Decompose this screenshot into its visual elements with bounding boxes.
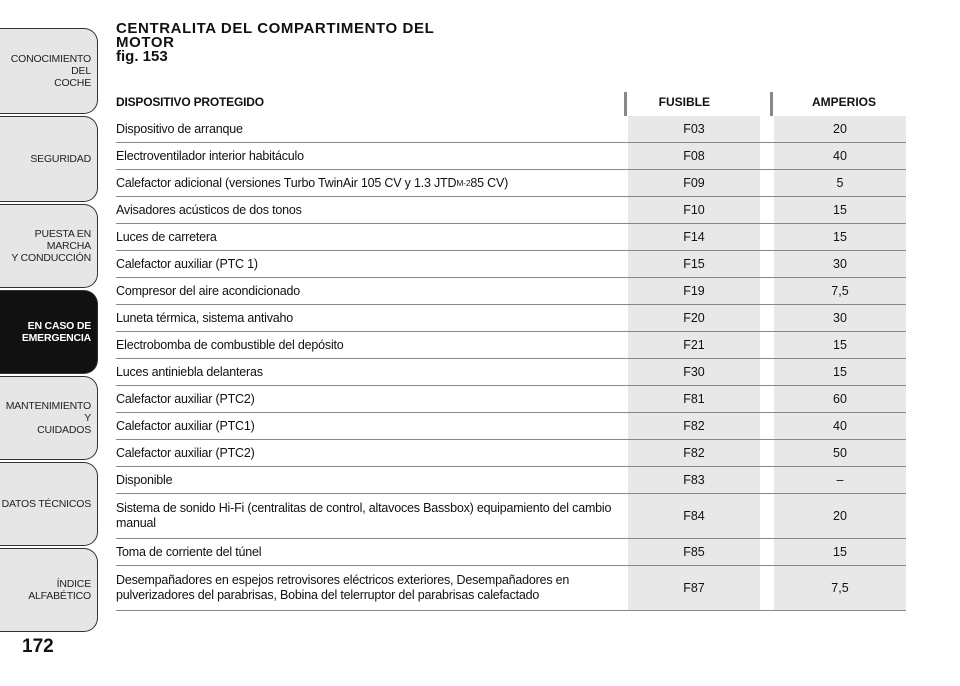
device-cell: Dispositivo de arranque	[116, 121, 243, 136]
amps-cell: 40	[774, 413, 906, 439]
device-cell: Calefactor auxiliar (PTC 1)	[116, 256, 258, 271]
device-cell	[116, 566, 622, 610]
amps-cell: 15	[774, 359, 906, 385]
table-row	[116, 566, 906, 611]
table-row	[116, 359, 906, 386]
amps-cell: 30	[774, 305, 906, 331]
heading-line-2: MOTOR	[116, 34, 175, 51]
amps-cell: 60	[774, 386, 906, 412]
chapter-sidebar	[0, 0, 100, 640]
fuse-cell: F10	[628, 197, 760, 223]
tab-label-line: SEGURIDAD	[30, 153, 91, 165]
amps-cell: –	[774, 467, 906, 493]
device-text: 85 CV)	[470, 175, 509, 190]
fuse-cell: F03	[628, 116, 760, 142]
device-cell: Compresor del aire acondicionado	[116, 283, 300, 298]
amps-cell: 20	[774, 116, 906, 142]
amps-cell: 40	[774, 143, 906, 169]
table-row	[116, 143, 906, 170]
device-text: Calefactor adicional (versiones Turbo TwinAir 105 CV y 1.3 JTD	[116, 175, 457, 190]
fuse-cell: F15	[628, 251, 760, 277]
fuse-cell: F87	[628, 566, 760, 610]
fuse-cell: F83	[628, 467, 760, 493]
device-subscript: M-2	[456, 177, 471, 188]
device-cell	[116, 170, 622, 196]
amps-cell: 15	[774, 224, 906, 250]
tab-label-line: COCHE	[54, 77, 91, 89]
tab-puesta-en-marcha[interactable]	[0, 204, 98, 288]
device-cell	[116, 494, 622, 538]
header-amps: AMPERIOS	[811, 95, 876, 109]
table-row	[116, 278, 906, 305]
fuse-cell: F82	[628, 440, 760, 466]
tab-indice-alfabetico[interactable]	[0, 548, 98, 632]
tab-label-line: Y CONDUCCIÓN	[11, 252, 91, 264]
amps-cell: 7,5	[774, 278, 906, 304]
table-row	[116, 116, 906, 143]
tab-label-line: ÍNDICE ALFABÉTICO	[28, 578, 91, 602]
table-row	[116, 197, 906, 224]
device-cell: Luces de carretera	[116, 229, 217, 244]
fuse-cell: F84	[628, 494, 760, 538]
fuse-cell: F82	[628, 413, 760, 439]
table-row	[116, 332, 906, 359]
table-row	[116, 224, 906, 251]
table-row	[116, 539, 906, 566]
tab-label-line: CUIDADOS	[37, 424, 91, 436]
device-cell: Calefactor auxiliar (PTC2)	[116, 445, 255, 460]
fuse-cell: F14	[628, 224, 760, 250]
table-row	[116, 170, 906, 197]
fuse-cell: F09	[628, 170, 760, 196]
device-cell: Disponible	[116, 472, 173, 487]
table-row	[116, 494, 906, 539]
device-text-line: manual	[116, 516, 156, 530]
tab-label-line: CONOCIMIENTO DEL	[10, 53, 91, 77]
device-cell: Toma de corriente del túnel	[116, 544, 262, 559]
tab-label-line: DATOS TÉCNICOS	[1, 498, 91, 510]
tab-en-caso-de-emergencia[interactable]	[0, 290, 98, 374]
amps-cell: 15	[774, 332, 906, 358]
header-fuse: FUSIBLE	[658, 95, 710, 109]
amps-cell: 50	[774, 440, 906, 466]
amps-cell: 15	[774, 197, 906, 223]
amps-cell: 5	[774, 170, 906, 196]
tab-seguridad[interactable]	[0, 116, 98, 202]
tab-label-line: PUESTA EN MARCHA	[34, 228, 91, 252]
table-row	[116, 440, 906, 467]
amps-cell: 15	[774, 539, 906, 565]
heading-line-1: CENTRALITA DEL COMPARTIMENTO DEL	[116, 20, 435, 37]
device-text-line: Sistema de sonido Hi-Fi (centralitas de control, altavoces Bassbox) equipamiento del cambio	[116, 501, 612, 515]
column-divider	[770, 92, 773, 116]
device-cell: Calefactor auxiliar (PTC2)	[116, 391, 255, 406]
tab-conocimiento-del-coche[interactable]	[0, 28, 98, 114]
header-device: DISPOSITIVO PROTEGIDO	[116, 94, 264, 109]
table-row	[116, 413, 906, 440]
fuse-cell: F30	[628, 359, 760, 385]
tab-label-line: MANTENIMIENTO Y	[5, 400, 91, 424]
table-row	[116, 467, 906, 494]
fuse-cell: F81	[628, 386, 760, 412]
table-row	[116, 305, 906, 332]
amps-cell: 20	[774, 494, 906, 538]
device-cell: Electrobomba de combustible del depósito	[116, 337, 344, 352]
amps-cell: 30	[774, 251, 906, 277]
amps-cell: 7,5	[774, 566, 906, 610]
device-cell: Calefactor auxiliar (PTC1)	[116, 418, 255, 433]
tab-label-line: EMERGENCIA	[21, 332, 91, 344]
tab-datos-tecnicos[interactable]	[0, 462, 98, 546]
fuse-table	[116, 88, 906, 611]
table-row	[116, 386, 906, 413]
device-text-line: Desempañadores en espejos retrovisores eléctricos exteriores, Desempañadores en	[116, 573, 570, 587]
fuse-cell: F19	[628, 278, 760, 304]
device-text-line: pulverizadores del parabrisas, Bobina del telerruptor del parabrisas calefactado	[116, 588, 540, 602]
table-header-row	[116, 88, 906, 116]
table-row	[116, 251, 906, 278]
fuse-cell: F21	[628, 332, 760, 358]
figure-reference: fig. 153	[116, 48, 168, 65]
device-cell: Luneta térmica, sistema antivaho	[116, 310, 294, 325]
page-number: 172	[22, 636, 54, 657]
device-cell: Electroventilador interior habitáculo	[116, 148, 304, 163]
fuse-cell: F08	[628, 143, 760, 169]
tab-label-line: EN CASO DE	[27, 320, 91, 332]
column-divider	[624, 92, 627, 116]
section-heading	[116, 22, 434, 64]
tab-mantenimiento-y-cuidados[interactable]	[0, 376, 98, 460]
device-cell: Avisadores acústicos de dos tonos	[116, 202, 302, 217]
device-cell: Luces antiniebla delanteras	[116, 364, 263, 379]
fuse-cell: F85	[628, 539, 760, 565]
fuse-cell: F20	[628, 305, 760, 331]
